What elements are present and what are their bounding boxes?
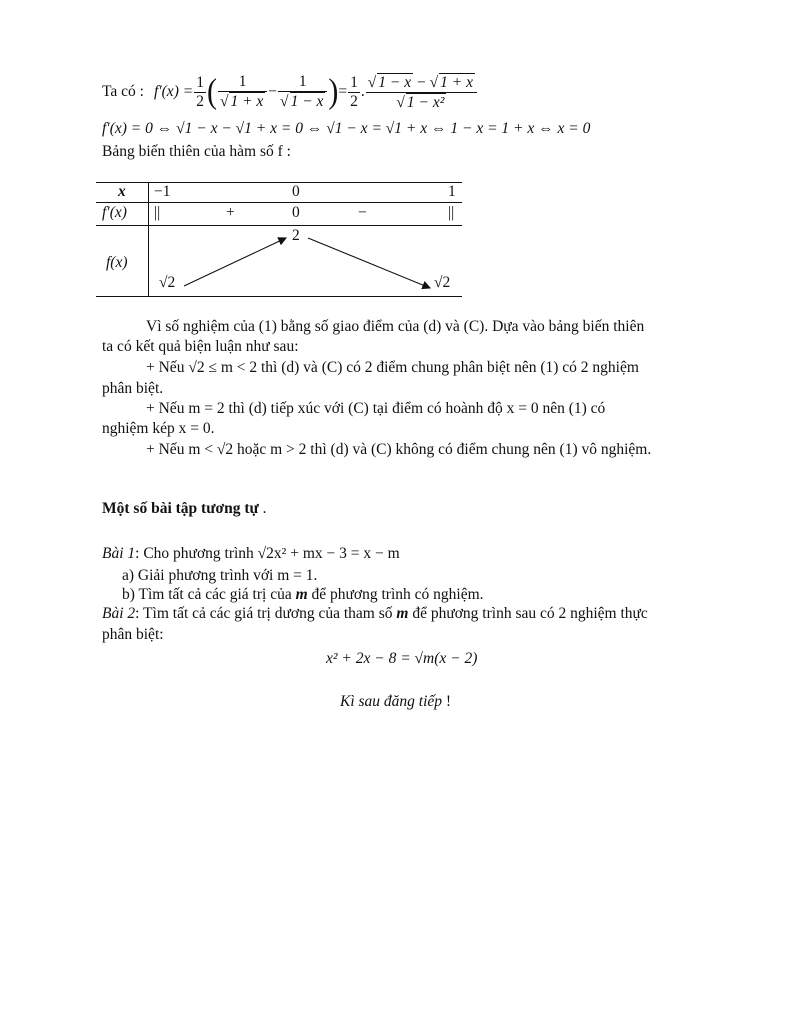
- exercise-1: Bài 1: Cho phương trình √2x² + mx − 3 = x − m: [102, 545, 400, 562]
- variation-table: [96, 182, 462, 297]
- footer-note: Kì sau đăng tiếp !: [340, 693, 452, 710]
- section-title: Một số bài tập tương tự .: [102, 500, 267, 517]
- fprime-minus: −: [358, 204, 367, 221]
- case-3: + Nếu m < √2 hoặc m > 2 thì (d) và (C) không có điểm chung nên (1) vô nghiệm.: [146, 441, 652, 458]
- fraction-2: $\frac{1}{√ 1 - x}$: [278, 73, 327, 111]
- fraction-1: $\frac{1}{√ 1 + x}$: [218, 73, 267, 111]
- fprime-label: f′(x): [102, 204, 127, 221]
- exercise-2-equation: x² + 2x − 8 = √m(x − 2): [326, 650, 478, 667]
- fprime-zero: 0: [292, 204, 300, 221]
- exercise-2-cont: phân biệt:: [102, 626, 164, 643]
- paragraph-intro: Vì số nghiệm của (1) bằng số giao điểm của (d) và (C). Dựa vào bảng biến thiên: [146, 318, 645, 335]
- f-top-value: 2: [292, 227, 300, 244]
- x-value-mid: 0: [292, 183, 300, 200]
- case-1: + Nếu √2 ≤ m < 2 thì (d) và (C) có 2 điểm chung phân biệt nên (1) có 2 nghiệm: [146, 359, 639, 376]
- derivative-lhs: f′(x) =: [153, 83, 194, 100]
- f-label: f(x): [106, 254, 128, 271]
- derivative-line: Ta có : f′(x) = $\frac{1}{2}$ ( $\frac{1}{√ 1 + x}$ − $\frac{1}{√ 1 - x}$ ) = $\frac{1}{2}$ . $\frac{√ 1 - x - √ 1 + x}{\text{√ 1 − x²}}$: [102, 70, 478, 114]
- increasing-arrow: [184, 238, 286, 286]
- result-fraction: $\frac{√ 1 - x - √ 1 + x}{\text{√ 1 − x²}}$: [366, 73, 477, 112]
- x-value-left: −1: [154, 183, 171, 200]
- exercise-1-a: a) Giải phương trình với m = 1.: [122, 567, 318, 584]
- case-2: + Nếu m = 2 thì (d) tiếp xúc với (C) tại điểm có hoành độ x = 0 nên (1) có: [146, 400, 606, 417]
- variation-arrows: [96, 182, 462, 297]
- half-fraction-2: $\frac{1}{2}$: [350, 73, 358, 110]
- x-value-right: 1: [448, 183, 456, 200]
- f-right-value: √2: [434, 274, 451, 291]
- paragraph-intro-cont: ta có kết quả biện luận như sau:: [102, 338, 299, 355]
- exercise-2-label: Bài 2: [102, 605, 136, 622]
- x-label: x: [118, 183, 126, 200]
- case-2-cont: nghiệm kép x = 0.: [102, 420, 215, 437]
- half-fraction: $\frac{1}{2}$: [196, 73, 204, 110]
- fprime-bar-right: ||: [448, 204, 455, 221]
- derivative-zero-line: f′(x) = 0 ⇔ √1 − x − √1 + x = 0 ⇔ √1 − x = √1 + x ⇔ 1 − x = 1 + x ⇔ x = 0: [102, 120, 591, 137]
- derivative-prefix: Ta có :: [102, 83, 144, 100]
- fprime-bar-left: ||: [154, 204, 161, 221]
- exercise-2: Bài 2: Tìm tất cả các giá trị dương của tham số m để phương trình sau có 2 nghiệm thực: [102, 605, 648, 622]
- f-left-value: √2: [159, 274, 176, 291]
- exercise-1-label: Bài 1: [102, 545, 136, 562]
- fprime-plus: +: [226, 204, 235, 221]
- case-1-cont: phân biệt.: [102, 380, 164, 397]
- exercise-1-b: b) Tìm tất cả các giá trị của m để phương trình có nghiệm.: [122, 586, 484, 603]
- table-caption: Bảng biến thiên của hàm số f :: [102, 143, 291, 160]
- decreasing-arrow: [308, 238, 430, 288]
